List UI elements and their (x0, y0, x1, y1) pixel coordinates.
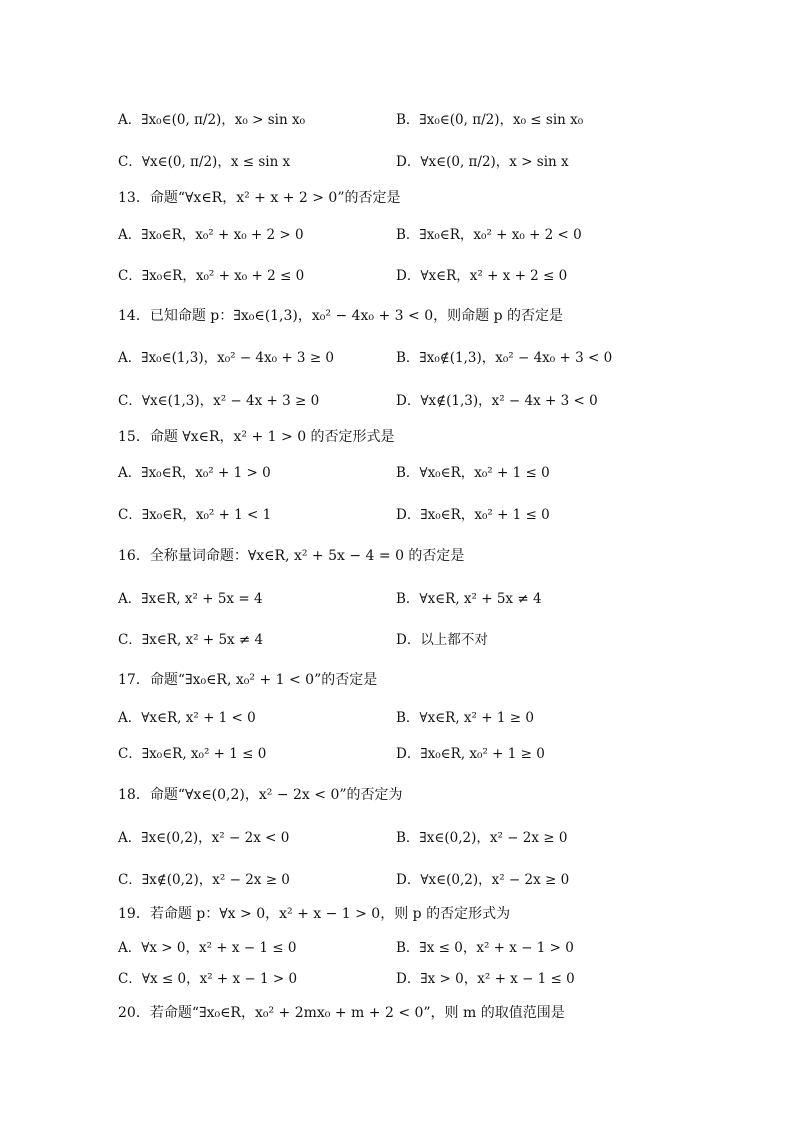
q14-option-b: B．∃x₀∉(1,3)，x₀² − 4x₀ + 3 < 0 (396, 350, 613, 366)
q13-option-b: B．∃x₀∈R，x₀² + x₀ + 2 < 0 (396, 227, 582, 243)
q17-option-a: A．∀x∈R, x² + 1 < 0 (118, 710, 256, 726)
q17-option-c: C．∃x₀∈R, x₀² + 1 ≤ 0 (118, 746, 267, 762)
q15-option-a: A．∃x₀∈R，x₀² + 1 > 0 (118, 465, 271, 481)
q12-option-d: D．∀x∈(0, π/2)，x > sin x (396, 154, 569, 170)
q15-option-b: B．∀x₀∈R，x₀² + 1 ≤ 0 (396, 465, 550, 481)
q13-stem: 13．命题“∀x∈R，x² + x + 2 > 0”的否定是 (118, 190, 401, 206)
q18-option-c: C．∃x∉(0,2)，x² − 2x ≥ 0 (118, 872, 290, 888)
q18-stem: 18．命题“∀x∈(0,2)，x² − 2x < 0”的否定为 (118, 787, 403, 803)
q17-option-b: B．∀x∈R, x² + 1 ≥ 0 (396, 710, 534, 726)
q18-option-b: B．∃x∈(0,2)，x² − 2x ≥ 0 (396, 830, 568, 846)
q14-option-a: A．∃x₀∈(1,3)，x₀² − 4x₀ + 3 ≥ 0 (118, 350, 335, 366)
q15-stem: 15．命题 ∀x∈R，x² + 1 > 0 的否定形式是 (118, 429, 395, 445)
q18-option-a: A．∃x∈(0,2)，x² − 2x < 0 (118, 830, 290, 846)
q16-option-b: B．∀x∈R, x² + 5x ≠ 4 (396, 591, 542, 607)
q17-stem: 17．命题“∃x₀∈R, x₀² + 1 < 0”的否定是 (118, 672, 378, 688)
q12-option-b: B．∃x₀∈(0, π/2)，x₀ ≤ sin x₀ (396, 112, 584, 128)
q19-option-a: A．∀x > 0，x² + x − 1 ≤ 0 (118, 940, 297, 956)
q12-option-a: A．∃x₀∈(0, π/2)，x₀ > sin x₀ (118, 112, 305, 128)
q15-option-c: C．∃x₀∈R，x₀² + 1 < 1 (118, 507, 272, 523)
q12-option-c: C．∀x∈(0, π/2)，x ≤ sin x (118, 154, 291, 170)
q13-option-a: A．∃x₀∈R，x₀² + x₀ + 2 > 0 (118, 227, 304, 243)
q14-option-c: C．∀x∈(1,3)，x² − 4x + 3 ≥ 0 (118, 393, 320, 409)
q15-option-d: D．∃x₀∈R，x₀² + 1 ≤ 0 (396, 507, 550, 523)
q13-option-d: D．∀x∈R，x² + x + 2 ≤ 0 (396, 268, 568, 284)
q16-option-d: D．以上都不对 (396, 632, 488, 648)
q19-stem: 19．若命题 p：∀x > 0，x² + x − 1 > 0，则 p 的否定形式为 (118, 906, 511, 922)
q16-stem: 16．全称量词命题：∀x∈R, x² + 5x − 4 = 0 的否定是 (118, 548, 465, 564)
q16-option-c: C．∃x∈R, x² + 5x ≠ 4 (118, 632, 264, 648)
q20-stem: 20．若命题“∃x₀∈R，x₀² + 2mx₀ + m + 2 < 0”，则 m 的取值范围是 (118, 1005, 565, 1021)
q18-option-d: D．∀x∈(0,2)，x² − 2x ≥ 0 (396, 872, 570, 888)
q19-option-d: D．∃x > 0，x² + x − 1 ≤ 0 (396, 971, 575, 987)
q16-option-a: A．∃x∈R, x² + 5x = 4 (118, 591, 263, 607)
q13-option-c: C．∃x₀∈R，x₀² + x₀ + 2 ≤ 0 (118, 268, 305, 284)
q17-option-d: D．∃x₀∈R, x₀² + 1 ≥ 0 (396, 746, 545, 762)
q19-option-b: B．∃x ≤ 0，x² + x − 1 > 0 (396, 940, 574, 956)
q14-stem: 14．已知命题 p：∃x₀∈(1,3)，x₀² − 4x₀ + 3 < 0，则命题 p 的否定是 (118, 308, 563, 324)
q19-option-c: C．∀x ≤ 0，x² + x − 1 > 0 (118, 971, 298, 987)
q14-option-d: D．∀x∉(1,3)，x² − 4x + 3 < 0 (396, 393, 598, 409)
